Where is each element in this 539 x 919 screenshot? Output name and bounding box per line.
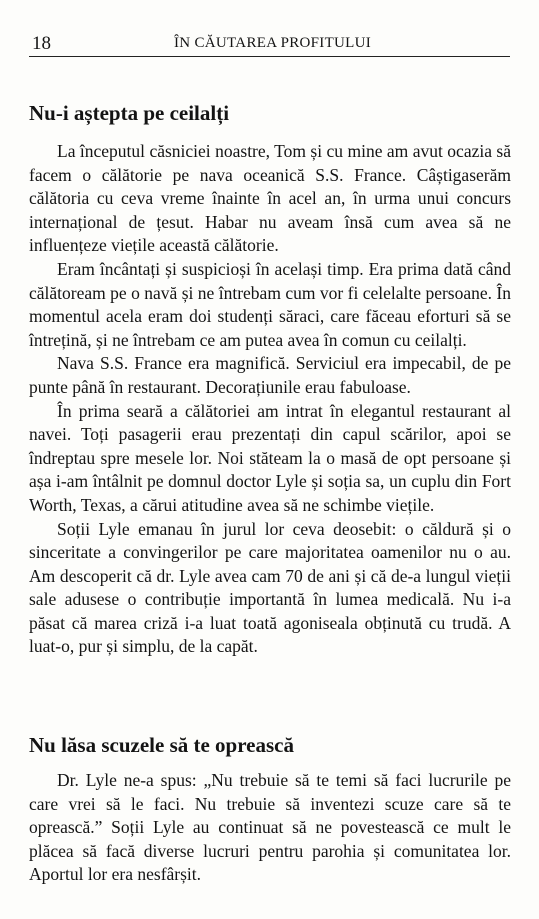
section-heading: Nu lăsa scuzele să te oprească (29, 733, 294, 757)
page-number: 18 (32, 33, 51, 54)
paragraph: Eram încântați și suspicioși în același timp. Era prima dată când călătoream pe o navă și ne întrebam cum vor fi celelalte persoane. În momentul acela eram doi studenți săraci, care făceau eforturi să se întrețină, și ne întrebam ce am putea avea în comun cu ceilalți. (29, 258, 511, 350)
paragraph: Nava S.S. France era magnifică. Serviciul era impecabil, de pe punte până în restaurant. Decorațiunile erau fabuloase. (29, 353, 511, 397)
page-header (29, 30, 510, 57)
section-body (29, 769, 511, 887)
paragraph: Dr. Lyle ne-a spus: „Nu trebuie să te temi să faci lucrurile pe care vrei să le faci. Nu trebuie să inventezi scuze care să te oprească.” Soții Lyle au continuat să ne povestească ce mult le plăcea să facă diverse lucruri pentru parohia și comunitatea lor. Aportul lor era nesfârșit. (29, 770, 511, 885)
paragraph: Soții Lyle emanau în jurul lor ceva deosebit: o căldură și o sinceritate a convingerilor pe care majoritatea oamenilor nu o au. Am descoperit că dr. Lyle avea cam 70 de ani și că de-a lungul vieții sale adusese o contribuție importantă în lumea medicală. Nu i-a păsat că marea criză i-a luat toată agoniseala obținută cu trudă. A luat-o, pur și simplu, de la capăt. (29, 518, 511, 657)
paragraph: La începutul căsniciei noastre, Tom și cu mine am avut ocazia să facem o călătorie pe nava oceanică S.S. France. Câștigaserăm călătoria cu ceva vreme înainte în acel an, în urma unui concurs internațional de țesut. Habar nu aveam însă cum avea să ne influențeze viețile această călătorie. (29, 141, 511, 256)
running-head: ÎN CĂUTAREA PROFITULUI (174, 35, 372, 51)
section-body (29, 140, 511, 659)
section-heading: Nu-i aștepta pe ceilalți (29, 101, 230, 125)
paragraph: În prima seară a călătoriei am intrat în elegantul restaurant al navei. Toți pasagerii erau prezentați din capul scărilor, apoi se îndreptau spre mesele lor. Noi stăteam la o masă de opt persoane și așa i-am întâlnit pe domnul doctor Lyle și soția sa, un cuplu din Fort Worth, Texas, a cărui atitudine avea să ne schimbe viețile. (29, 400, 511, 515)
